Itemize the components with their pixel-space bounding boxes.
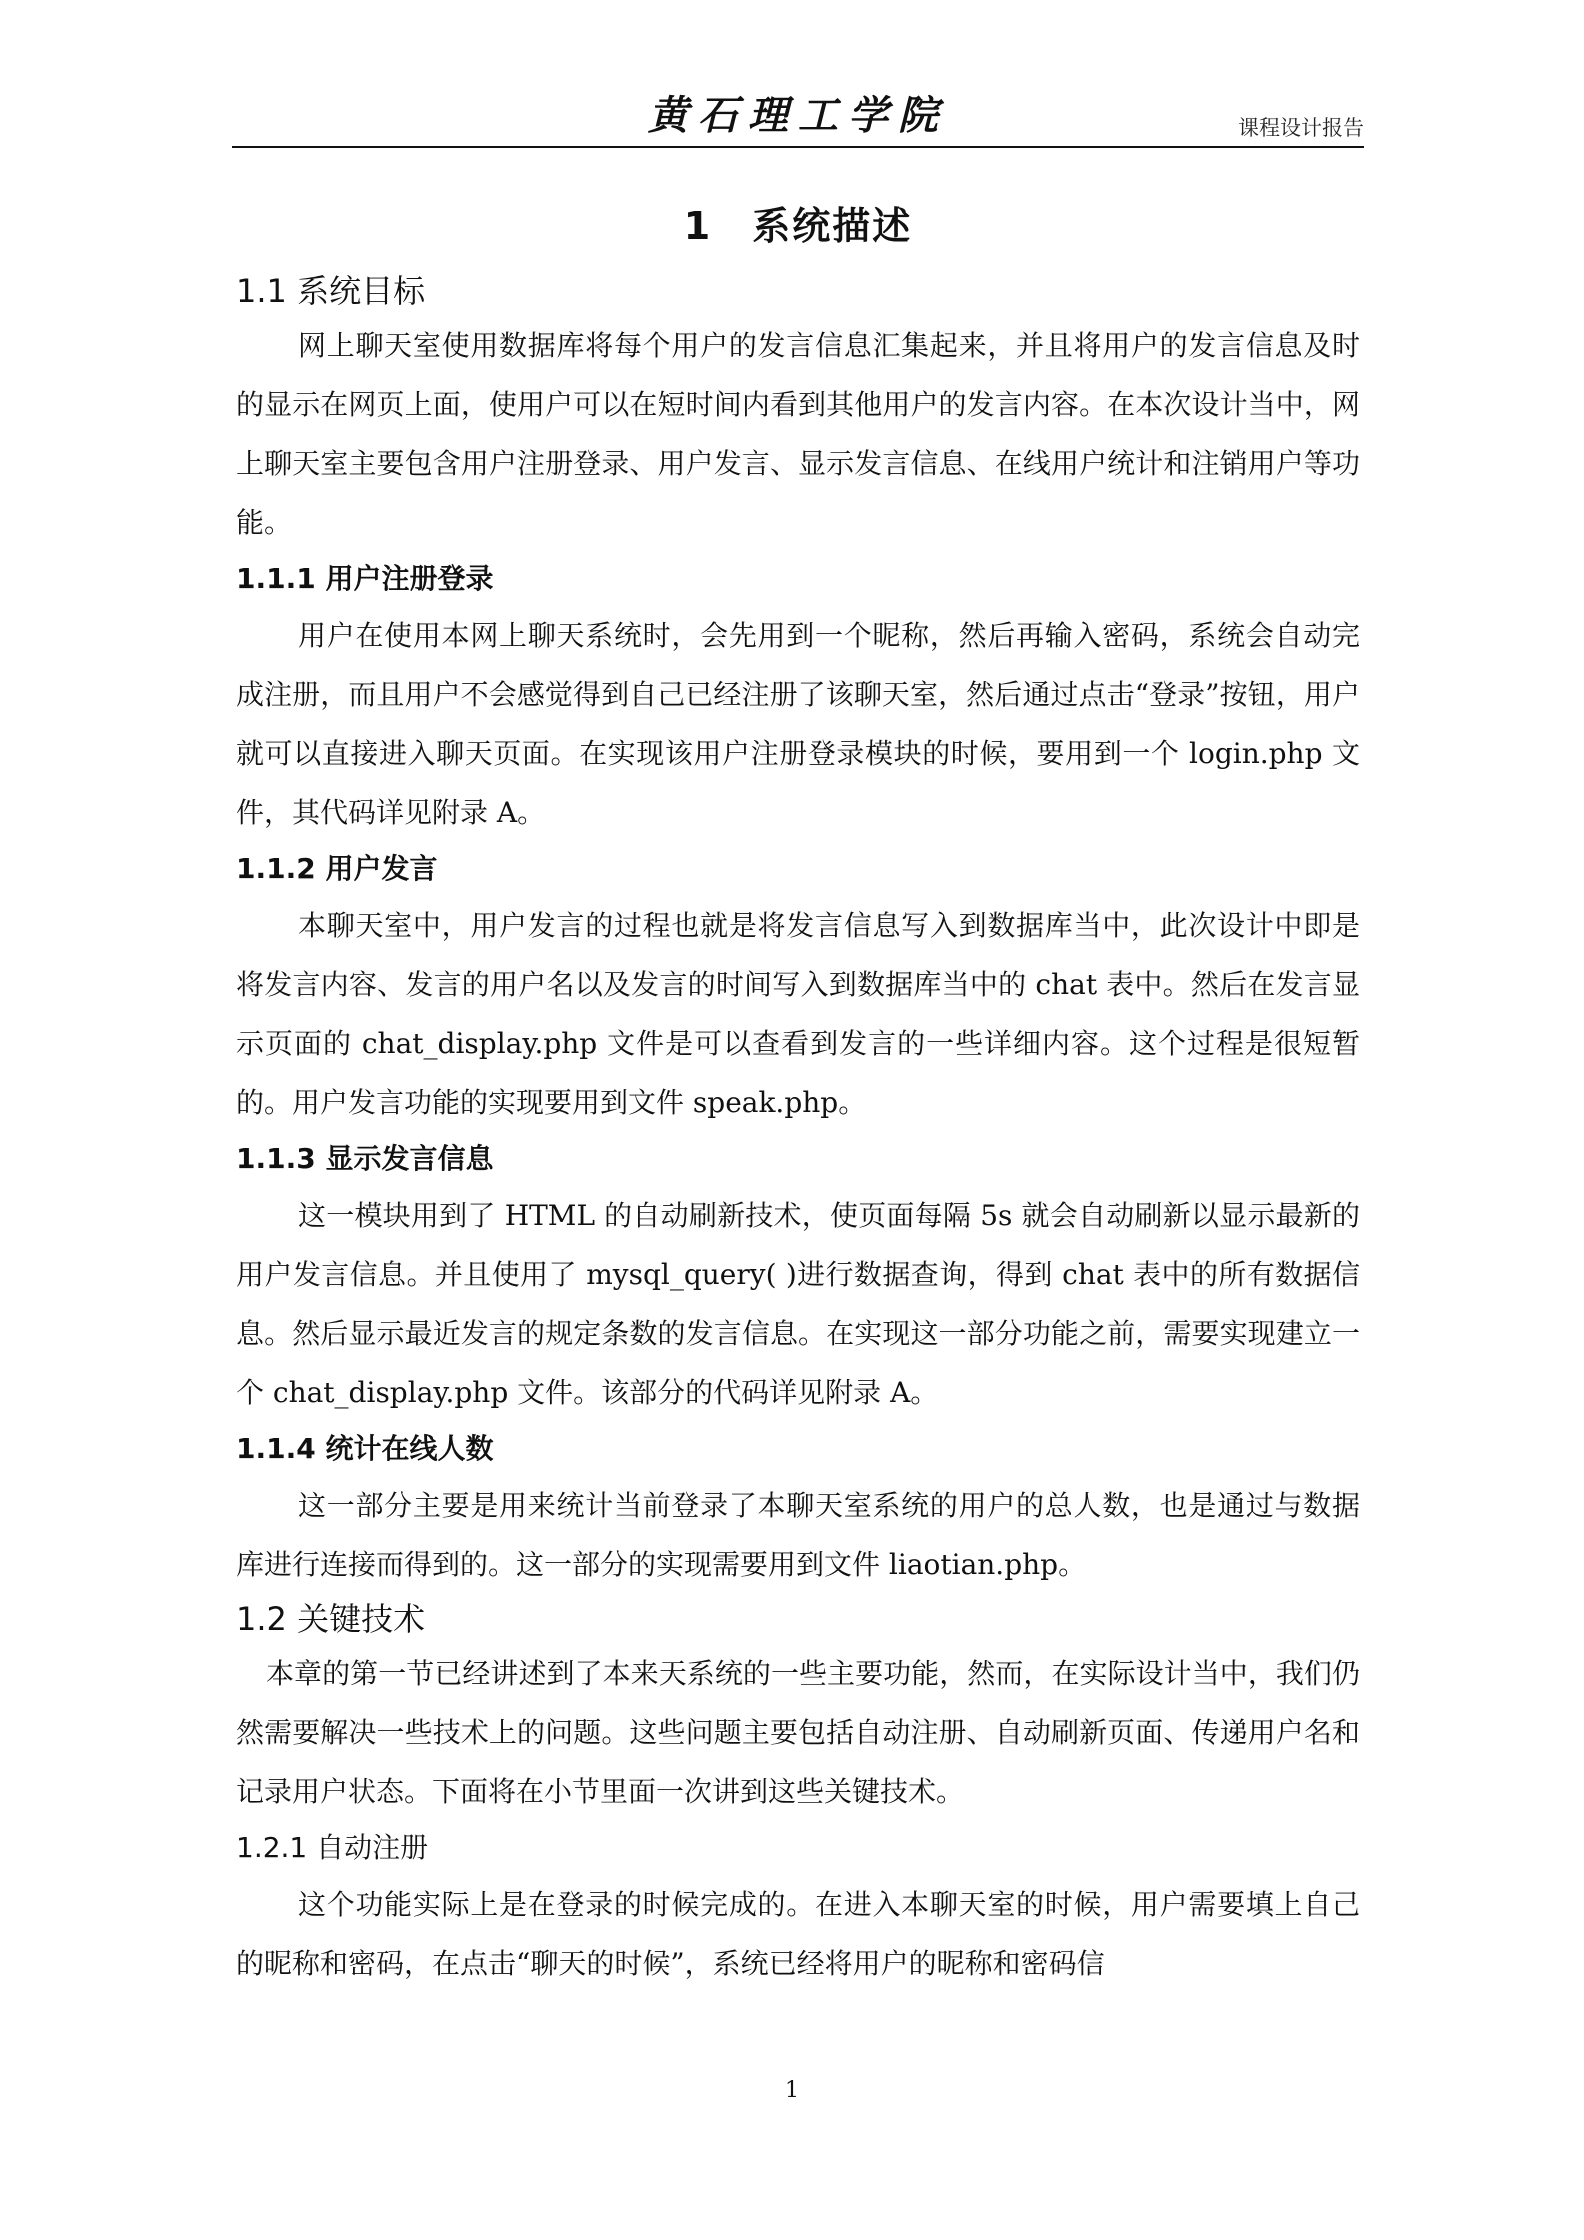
chapter-number: 1 [683, 204, 713, 248]
header-report-label: 课程设计报告 [1238, 116, 1364, 140]
chapter-title-text: 系统描述 [752, 204, 913, 248]
header-divider [232, 146, 1364, 148]
section-heading-1-1-4: 1.1.4 统计在线人数 [236, 1432, 494, 1465]
section-paragraph-1-2: 本章的第一节已经讲述到了本来天系统的一些主要功能，然而，在实际设计当中，我们仍然需要解决一些技术上的问题。这些问题主要包括自动注册、自动刷新页面、传递用户名和记录用户状态。下面将在小节里面一次讲到这些关键技术。 [236, 1657, 1360, 1808]
section-heading-1-2-1: 1.2.1 自动注册 [236, 1831, 429, 1864]
page-body [236, 200, 1360, 1993]
section-paragraph-1-1: 网上聊天室使用数据库将每个用户的发言信息汇集起来，并且将用户的发言信息及时的显示在网页上面，使用户可以在短时间内看到其他用户的发言内容。在本次设计当中，网上聊天室主要包含用户注册登录、用户发言、显示发言信息、在线用户统计和注销用户等功能。 [236, 329, 1360, 539]
section-paragraph-1-1-3: 这一模块用到了 HTML 的自动刷新技术，使页面每隔 5s 就会自动刷新以显示最新的用户发言信息。并且使用了 mysql_query( )进行数据查询，得到 chat 表中的所有数据信息。然后显示最近发言的规定条数的发言信息。在实现这一部分功能之前，需要实现建立一个 chat_display.php 文件。该部分的代码详见附录 A。 [236, 1199, 1360, 1409]
section-paragraph-1-1-4: 这一部分主要是用来统计当前登录了本聊天室系统的用户的总人数，也是通过与数据库进行连接而得到的。这一部分的实现需要用到文件 liaotian.php。 [236, 1489, 1360, 1581]
page-number: 1 [785, 2078, 799, 2103]
section-heading-1-1: 1.1 系统目标 [236, 272, 426, 310]
section-paragraph-1-2-1: 这个功能实际上是在登录的时候完成的。在进入本聊天室的时候，用户需要填上自己的昵称和密码，在点击“聊天的时候”，系统已经将用户的昵称和密码信 [236, 1888, 1360, 1980]
section-heading-1-2: 1.2 关键技术 [236, 1600, 426, 1638]
school-name-logo: 黄石理工学院 [648, 92, 948, 139]
section-paragraph-1-1-1: 用户在使用本网上聊天系统时，会先用到一个昵称，然后再输入密码，系统会自动完成注册，而且用户不会感觉得到自己已经注册了该聊天室，然后通过点击“登录”按钮，用户就可以直接进入聊天页面。在实现该用户注册登录模块的时候，要用到一个 login.php 文件，其代码详见附录 A。 [236, 619, 1360, 829]
section-paragraph-1-1-2: 本聊天室中，用户发言的过程也就是将发言信息写入到数据库当中，此次设计中即是将发言内容、发言的用户名以及发言的时间写入到数据库当中的 chat 表中。然后在发言显示页面的 chat_display.php 文件是可以查看到发言的一些详细内容。这个过程是很短暂的。用户发言功能的实现要用到文件 speak.php。 [236, 909, 1360, 1119]
chapter-title [236, 200, 1360, 252]
section-heading-1-1-2: 1.1.2 用户发言 [236, 852, 438, 885]
section-heading-1-1-3: 1.1.3 显示发言信息 [236, 1142, 494, 1175]
section-heading-1-1-1: 1.1.1 用户注册登录 [236, 562, 494, 595]
page-header [232, 84, 1364, 144]
